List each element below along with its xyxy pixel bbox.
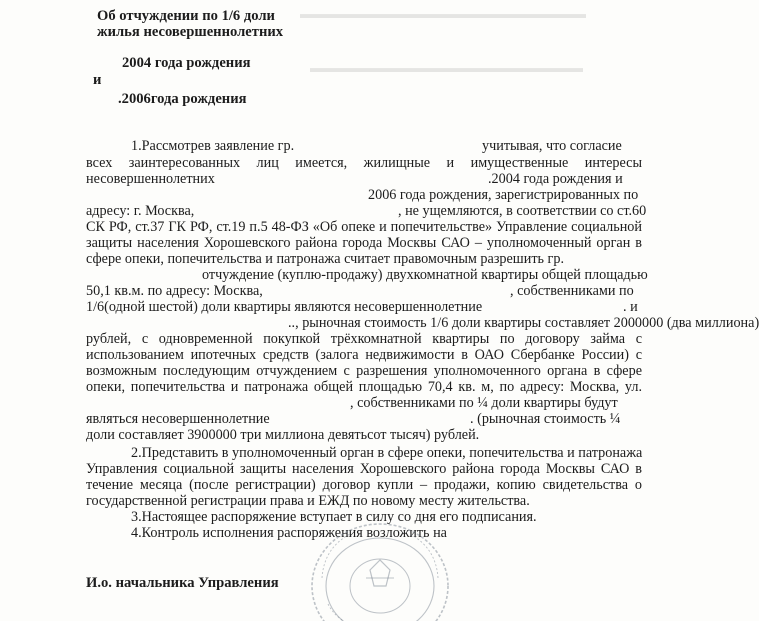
body-line: . и [623,299,638,315]
bleed-through-decoration: ▬▬▬▬▬▬▬▬▬▬▬▬▬▬▬▬▬▬▬▬▬ [310,60,583,75]
signature-label: И.о. начальника Управления [86,575,279,591]
body-line: течение месяца (после регистрации) договор купли – продажи, копию свидетельства о [86,477,642,493]
body-line: 3.Настоящее распоряжение вступает в силу со дня его подписания. [131,509,537,525]
body-line: СК РФ, ст.37 ГК РФ, ст.19 п.5 48-ФЗ «Об опеке и попечительстве» Управление социальной [86,219,642,235]
body-line: .., рыночная стоимость 1/6 доли квартиры составляет 2000000 (два миллиона) [288,315,759,331]
body-line: Управления социальной защиты населения Хорошевского района города Москвы САО в [86,461,642,477]
birth-year-line-2: .2006года рождения [118,91,247,107]
body-line: являться несовершеннолетние [86,411,270,427]
body-line: . (рыночная стоимость ¼ [470,411,621,427]
body-line: 1/6(одной шестой) доли квартиры являются несовершеннолетние [86,299,483,315]
body-line: 4.Контроль исполнения распоряжения возложить на [131,525,447,541]
body-line: , собственниками по ¼ доли квартиры будут [350,395,618,411]
body-line: возможным последующим отчуждением с разрешения уполномоченного органа в сфере [86,363,642,379]
body-line: использованием ипотечных средств (залога недвижимости в ОАО Сбербанке России) с [86,347,642,363]
body-line: опеки, попечительства и патронажа общей площадью 70,4 кв. м, по адресу: Москва, ул. [86,379,642,395]
body-line: государственной регистрации права и ЕЖД по новому месту жительства. [86,493,530,509]
body-line: всех заинтересованных лиц имеется, жилищные и имущественные интересы [86,155,642,171]
body-line: .2004 года рождения и [488,171,623,187]
body-line: несовершеннолетних [86,171,215,187]
body-line: , не ущемляются, в соответствии со ст.60 [398,203,647,219]
body-line: рублей, с одновременной покупкой трёхкомнатной квартиры по договору займа с [86,331,642,347]
document-title-line-2: жилья несовершеннолетних [97,24,284,40]
document-title-line-1: Об отчуждении по 1/6 доли [97,8,275,24]
body-line: 2006 года рождения, зарегистрированных по [368,187,639,203]
birth-year-line-1: 2004 года рождения [122,55,251,71]
body-line: 1.Рассмотрев заявление гр. [131,138,295,154]
and-word: и [93,72,102,88]
body-line: адресу: г. Москва, [86,203,195,219]
body-line: доли составляет 3900000 три миллиона девятьсот тысяч) рублей. [86,427,480,443]
body-line: сфере опеки, попечительства и патронажа считает правомочным разрешить гр. [86,251,565,267]
body-line: 2.Представить в уполномоченный орган в сфере опеки, попечительства и патронажа [131,445,643,461]
body-line: , собственниками по [510,283,634,299]
official-seal-stamp [300,508,460,618]
body-line: 50,1 кв.м. по адресу: Москва, [86,283,263,299]
body-line: отчуждение (куплю-продажу) двухкомнатной квартиры общей площадью [202,267,648,283]
bleed-through-decoration: ▬▬▬▬▬▬▬▬▬▬▬▬▬▬▬▬▬▬▬▬▬▬ [300,6,586,21]
body-line: защиты населения Хорошевского района города Москвы САО – уполномоченный орган в [86,235,642,251]
body-line: учитывая, что согласие [482,138,622,154]
